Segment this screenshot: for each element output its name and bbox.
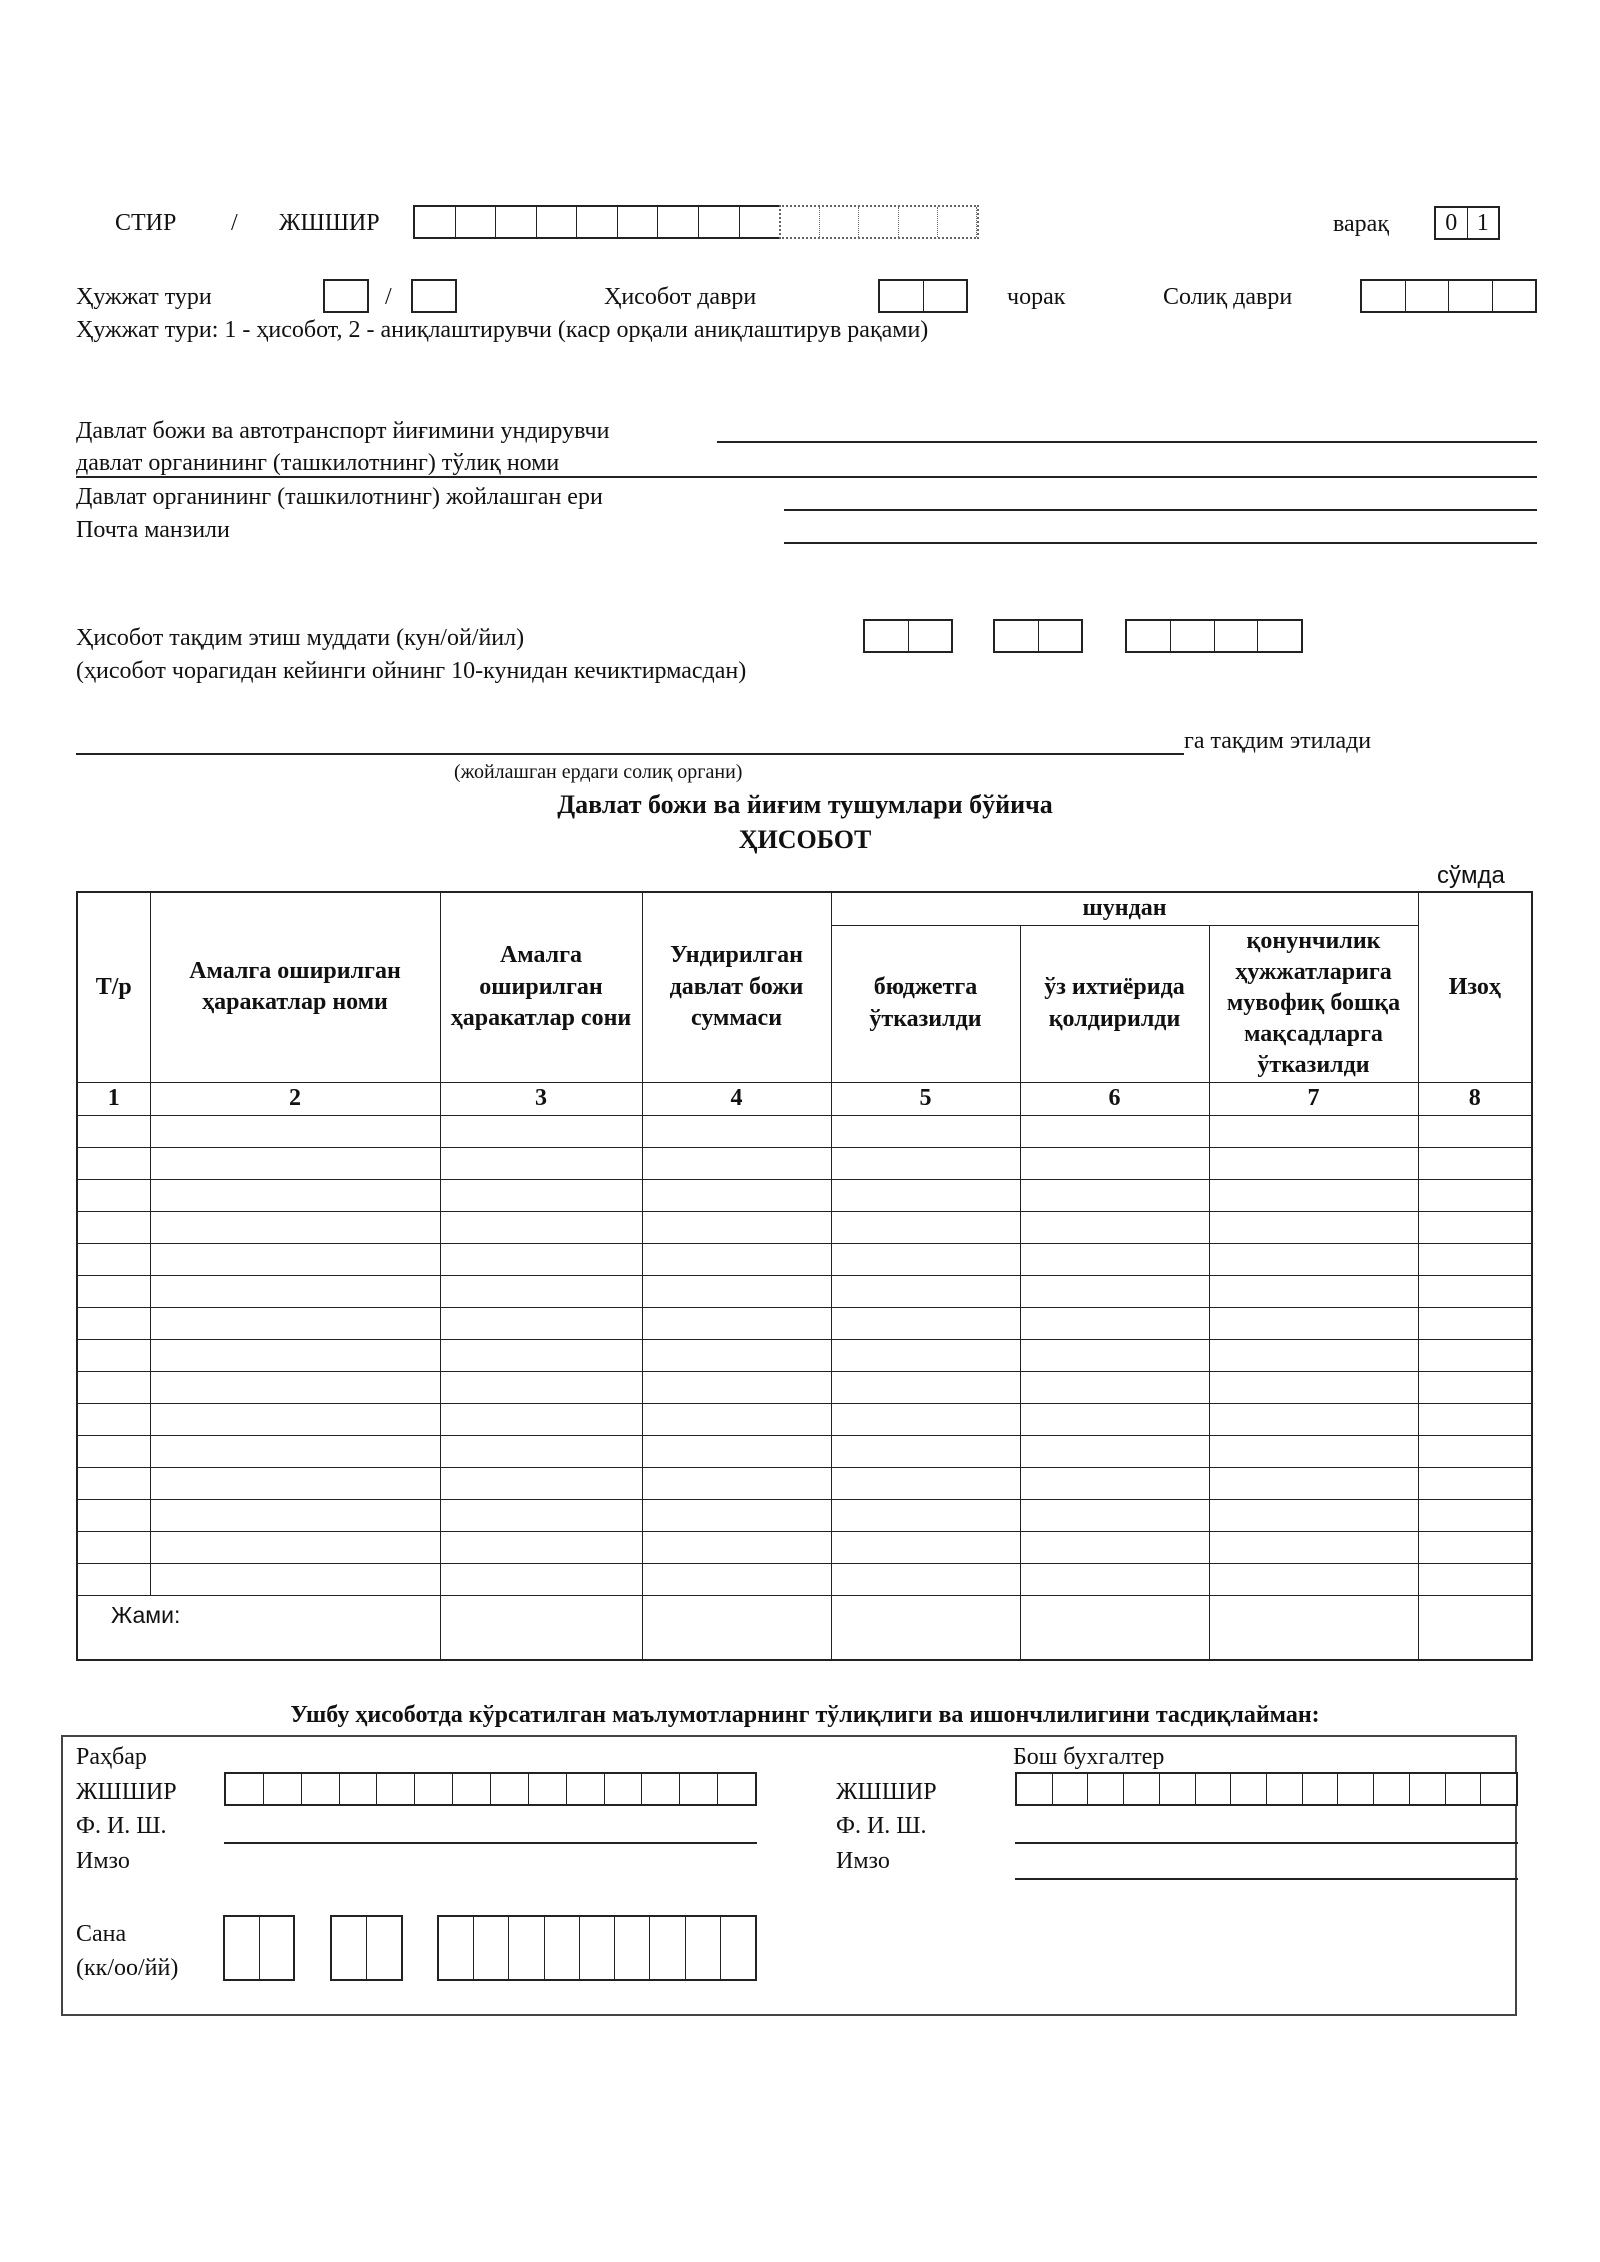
table-cell[interactable]: [831, 1499, 1020, 1531]
table-cell[interactable]: [77, 1531, 150, 1563]
table-row: [77, 1147, 1532, 1179]
table-cell[interactable]: [1020, 1275, 1209, 1307]
table-cell[interactable]: [150, 1499, 440, 1531]
total-cell[interactable]: [1020, 1595, 1209, 1660]
date-label: Сана: [76, 1921, 127, 1947]
table-cell[interactable]: [1020, 1403, 1209, 1435]
table-cell[interactable]: [150, 1467, 440, 1499]
org-location-field[interactable]: [784, 509, 1537, 511]
table-row: [77, 1243, 1532, 1275]
table-cell[interactable]: [150, 1403, 440, 1435]
deadline-year-cells[interactable]: [1125, 619, 1303, 653]
table-row: [77, 1467, 1532, 1499]
table-cell[interactable]: [1418, 1243, 1532, 1275]
page-digit: 1: [1476, 209, 1489, 236]
total-label: Жами:: [77, 1595, 440, 1660]
column-number: 7: [1209, 1082, 1418, 1115]
table-cell[interactable]: [1020, 1211, 1209, 1243]
table-cell[interactable]: [1209, 1531, 1418, 1563]
accountant-sign-field[interactable]: [1015, 1878, 1518, 1880]
total-cell[interactable]: [1209, 1595, 1418, 1660]
accountant-fio-field[interactable]: [1015, 1842, 1518, 1844]
total-row: [77, 1595, 1532, 1660]
table-row: [77, 1403, 1532, 1435]
head-jshshir-label: ЖШШИР: [76, 1779, 177, 1805]
table-row: [77, 1339, 1532, 1371]
report-title-line1: Давлат божи ва йиғим тушумлари бўйича: [557, 790, 1053, 819]
total-cell[interactable]: [440, 1595, 642, 1660]
table-cell[interactable]: [642, 1243, 831, 1275]
table-cell[interactable]: [1418, 1563, 1532, 1595]
table-cell[interactable]: [1209, 1499, 1418, 1531]
postal-address-field[interactable]: [784, 542, 1537, 544]
table-cell[interactable]: [642, 1211, 831, 1243]
table-row: [77, 1115, 1532, 1147]
column-number: 5: [831, 1082, 1020, 1115]
col-header-amount: Ундирилган давлат божи суммаси: [642, 892, 831, 1082]
org-name-label-line1: Давлат божи ва автотранспорт йиғимини ундирувчи: [76, 418, 610, 444]
table-cell[interactable]: [1418, 1115, 1532, 1147]
table-cell[interactable]: [440, 1147, 642, 1179]
tax-period-label: Солиқ даври: [1163, 284, 1293, 310]
org-location-label: Давлат органининг (ташкилотнинг) жойлашган ери: [76, 484, 603, 510]
table-cell[interactable]: [1418, 1211, 1532, 1243]
page-digit: 0: [1436, 208, 1468, 238]
total-cell[interactable]: [642, 1595, 831, 1660]
deadline-month-cells[interactable]: [993, 619, 1083, 653]
table-cell[interactable]: [831, 1179, 1020, 1211]
col-header-action-count: Амалга оширилган ҳаракатлар сони: [440, 892, 642, 1082]
varaq-label: варақ: [1333, 211, 1389, 237]
table-row: [77, 1307, 1532, 1339]
table-cell[interactable]: [1209, 1371, 1418, 1403]
doc-type-slash: /: [385, 284, 392, 310]
table-cell[interactable]: [1209, 1275, 1418, 1307]
page-number-cells: [1434, 206, 1500, 240]
table-cell[interactable]: [642, 1371, 831, 1403]
col-header-group: шундан: [831, 892, 1418, 925]
table-cell[interactable]: [1209, 1403, 1418, 1435]
table-cell[interactable]: [642, 1435, 831, 1467]
deadline-day-cells[interactable]: [863, 619, 953, 653]
jshshir-label: ЖШШИР: [279, 210, 380, 236]
table-cell[interactable]: [440, 1563, 642, 1595]
table-row: [77, 1179, 1532, 1211]
table-cell[interactable]: [77, 1275, 150, 1307]
table-cell[interactable]: [1020, 1179, 1209, 1211]
table-cell[interactable]: [150, 1371, 440, 1403]
table-cell[interactable]: [831, 1403, 1020, 1435]
table-cell[interactable]: [77, 1147, 150, 1179]
table-cell[interactable]: [642, 1563, 831, 1595]
table-cell[interactable]: [77, 1211, 150, 1243]
column-number: 3: [440, 1082, 642, 1115]
head-label: Раҳбар: [76, 1744, 147, 1770]
table-cell[interactable]: [1418, 1403, 1532, 1435]
table-cell[interactable]: [440, 1275, 642, 1307]
table-cell[interactable]: [440, 1179, 642, 1211]
head-sign-label: Имзо: [76, 1848, 130, 1874]
accountant-jshshir-cells[interactable]: [1015, 1772, 1518, 1806]
table-cell[interactable]: [831, 1371, 1020, 1403]
tax-period-cells[interactable]: [1360, 279, 1537, 313]
table-cell[interactable]: [642, 1531, 831, 1563]
table-cell[interactable]: [1209, 1339, 1418, 1371]
table-cell[interactable]: [440, 1467, 642, 1499]
col-header-action-name: Амалга оширилган ҳаракатлар номи: [150, 892, 440, 1082]
column-number: 6: [1020, 1082, 1209, 1115]
table-cell[interactable]: [642, 1403, 831, 1435]
table-cell[interactable]: [642, 1115, 831, 1147]
date-format-label: (кк/оо/йй): [76, 1955, 179, 1981]
table-cell[interactable]: [150, 1435, 440, 1467]
deadline-label: Ҳисобот тақдим этиш муддати (кун/ой/йил): [76, 625, 525, 651]
table-cell[interactable]: [1418, 1339, 1532, 1371]
table-cell[interactable]: [440, 1499, 642, 1531]
column-number-row: [77, 1082, 1532, 1115]
doc-correction-cell[interactable]: [411, 279, 457, 313]
table-cell[interactable]: [1209, 1179, 1418, 1211]
date-month-cells[interactable]: [330, 1915, 403, 1981]
table-cell[interactable]: [1418, 1179, 1532, 1211]
head-jshshir-cells[interactable]: [224, 1772, 757, 1806]
table-cell[interactable]: [1020, 1147, 1209, 1179]
col-header-other-purposes: қонунчилик ҳужжатларига мувофиқ бошқа мақсадларга ўтказилди: [1209, 925, 1418, 1082]
column-number: 2: [150, 1082, 440, 1115]
table-cell[interactable]: [440, 1243, 642, 1275]
table-row: [77, 1275, 1532, 1307]
table-cell[interactable]: [831, 1243, 1020, 1275]
table-cell[interactable]: [1418, 1435, 1532, 1467]
tax-authority-field[interactable]: [76, 753, 1184, 755]
table-cell[interactable]: [831, 1307, 1020, 1339]
table-cell[interactable]: [831, 1435, 1020, 1467]
table-cell[interactable]: [150, 1563, 440, 1595]
table-cell[interactable]: [831, 1115, 1020, 1147]
table-cell[interactable]: [1020, 1467, 1209, 1499]
table-cell[interactable]: [440, 1115, 642, 1147]
table-cell[interactable]: [642, 1499, 831, 1531]
table-row: [77, 1499, 1532, 1531]
table-cell[interactable]: [150, 1531, 440, 1563]
table-row: [77, 1211, 1532, 1243]
table-cell[interactable]: [150, 1115, 440, 1147]
table-cell[interactable]: [1209, 1435, 1418, 1467]
accountant-jshshir-label: ЖШШИР: [836, 1779, 937, 1805]
report-period-cells[interactable]: [878, 279, 968, 313]
table-cell[interactable]: [1418, 1147, 1532, 1179]
table-cell[interactable]: [1020, 1339, 1209, 1371]
col-header-note: Изоҳ: [1418, 892, 1532, 1082]
certification-text: Ушбу ҳисоботда кўрсатилган маълумотларнинг тўлиқлиги ва ишончлилигини тасдиқлайман:: [290, 1702, 1320, 1728]
table-cell[interactable]: [1020, 1243, 1209, 1275]
postal-address-label: Почта манзили: [76, 517, 230, 543]
table-cell[interactable]: [440, 1307, 642, 1339]
stir-label: СТИР: [115, 210, 177, 236]
table-cell[interactable]: [831, 1147, 1020, 1179]
date-day-cells[interactable]: [223, 1915, 295, 1981]
table-cell[interactable]: [642, 1339, 831, 1371]
table-cell[interactable]: [1020, 1563, 1209, 1595]
report-title-line2: ҲИСОБОТ: [738, 825, 872, 854]
table-cell[interactable]: [642, 1275, 831, 1307]
jshshir-input-cells[interactable]: [779, 205, 979, 239]
table-cell[interactable]: [1209, 1467, 1418, 1499]
doc-type-note: Ҳужжат тури: 1 - ҳисобот, 2 - аниқлаштирувчи (каср орқали аниқлаштирув рақами): [76, 317, 929, 343]
table-cell[interactable]: [642, 1147, 831, 1179]
table-cell[interactable]: [1209, 1307, 1418, 1339]
table-cell[interactable]: [1418, 1499, 1532, 1531]
table-cell[interactable]: [150, 1275, 440, 1307]
accountant-sign-label: Имзо: [836, 1848, 890, 1874]
table-cell[interactable]: [1209, 1563, 1418, 1595]
col-header-num: Т/р: [77, 892, 150, 1082]
report-table: [76, 891, 1533, 1661]
table-cell[interactable]: [642, 1179, 831, 1211]
table-cell[interactable]: [77, 1307, 150, 1339]
table-cell[interactable]: [77, 1339, 150, 1371]
table-cell[interactable]: [1418, 1275, 1532, 1307]
table-cell[interactable]: [1418, 1531, 1532, 1563]
column-number: 8: [1418, 1082, 1532, 1115]
table-cell[interactable]: [440, 1371, 642, 1403]
stir-slash: /: [231, 210, 238, 236]
table-row: [77, 1531, 1532, 1563]
table-cell[interactable]: [1020, 1435, 1209, 1467]
report-period-label: Ҳисобот даври: [604, 284, 757, 310]
org-name-label-line2: давлат органининг (ташкилотнинг) тўлиқ номи: [76, 450, 560, 476]
table-cell[interactable]: [1209, 1115, 1418, 1147]
quarter-label: чорак: [1007, 284, 1066, 310]
table-cell[interactable]: [1020, 1531, 1209, 1563]
table-cell[interactable]: [440, 1403, 642, 1435]
org-name-field-line2[interactable]: [76, 476, 1537, 478]
table-cell[interactable]: [77, 1115, 150, 1147]
total-cell[interactable]: [831, 1595, 1020, 1660]
stir-input-cells[interactable]: [413, 205, 781, 239]
accountant-fio-label: Ф. И. Ш.: [836, 1813, 927, 1839]
table-cell[interactable]: [150, 1307, 440, 1339]
column-number: 4: [642, 1082, 831, 1115]
head-fio-field[interactable]: [224, 1842, 757, 1844]
table-cell[interactable]: [1020, 1115, 1209, 1147]
accountant-label: Бош бухгалтер: [1013, 1744, 1165, 1770]
table-cell[interactable]: [1020, 1499, 1209, 1531]
table-cell[interactable]: [77, 1499, 150, 1531]
table-cell[interactable]: [1209, 1243, 1418, 1275]
table-cell[interactable]: [831, 1467, 1020, 1499]
submit-suffix: га тақдим этилади: [1184, 728, 1372, 754]
table-cell[interactable]: [642, 1307, 831, 1339]
date-year-cells[interactable]: [437, 1915, 757, 1981]
table-cell[interactable]: [150, 1339, 440, 1371]
table-cell[interactable]: [150, 1243, 440, 1275]
table-cell[interactable]: [1020, 1371, 1209, 1403]
table-row: [77, 1435, 1532, 1467]
doc-type-label: Ҳужжат тури: [76, 284, 212, 310]
table-cell[interactable]: [831, 1275, 1020, 1307]
table-cell[interactable]: [150, 1211, 440, 1243]
doc-type-cell[interactable]: [323, 279, 369, 313]
table-cell[interactable]: [150, 1147, 440, 1179]
table-cell[interactable]: [77, 1371, 150, 1403]
tax-authority-caption: (жойлашган ердаги солиқ органи): [454, 761, 743, 783]
table-cell[interactable]: [77, 1467, 150, 1499]
currency-unit: сўмда: [1437, 862, 1505, 889]
table-row: [77, 1371, 1532, 1403]
total-cell[interactable]: [1418, 1595, 1532, 1660]
table-cell[interactable]: [77, 1435, 150, 1467]
deadline-note: (ҳисобот чорагидан кейинги ойнинг 10-кунидан кечиктирмасдан): [76, 658, 747, 684]
head-fio-label: Ф. И. Ш.: [76, 1813, 167, 1839]
table-cell[interactable]: [1020, 1307, 1209, 1339]
table-cell[interactable]: [150, 1179, 440, 1211]
table-cell[interactable]: [440, 1339, 642, 1371]
table-cell[interactable]: [1209, 1211, 1418, 1243]
table-cell[interactable]: [1418, 1371, 1532, 1403]
table-cell[interactable]: [831, 1563, 1020, 1595]
table-cell[interactable]: [1418, 1307, 1532, 1339]
table-cell[interactable]: [440, 1531, 642, 1563]
table-cell[interactable]: [440, 1435, 642, 1467]
table-cell[interactable]: [77, 1403, 150, 1435]
table-cell[interactable]: [831, 1531, 1020, 1563]
col-header-retained: ўз ихтиёрида қолдирилди: [1020, 925, 1209, 1082]
col-header-budget: бюджетга ўтказилди: [831, 925, 1020, 1082]
org-name-field[interactable]: [717, 441, 1537, 443]
table-cell[interactable]: [831, 1211, 1020, 1243]
table-cell[interactable]: [1209, 1147, 1418, 1179]
table-cell[interactable]: [831, 1339, 1020, 1371]
column-number: 1: [77, 1082, 150, 1115]
table-row: [77, 1563, 1532, 1595]
table-cell[interactable]: [1418, 1467, 1532, 1499]
table-cell[interactable]: [77, 1243, 150, 1275]
table-cell[interactable]: [642, 1467, 831, 1499]
table-cell[interactable]: [77, 1179, 150, 1211]
table-cell[interactable]: [77, 1563, 150, 1595]
table-cell[interactable]: [440, 1211, 642, 1243]
